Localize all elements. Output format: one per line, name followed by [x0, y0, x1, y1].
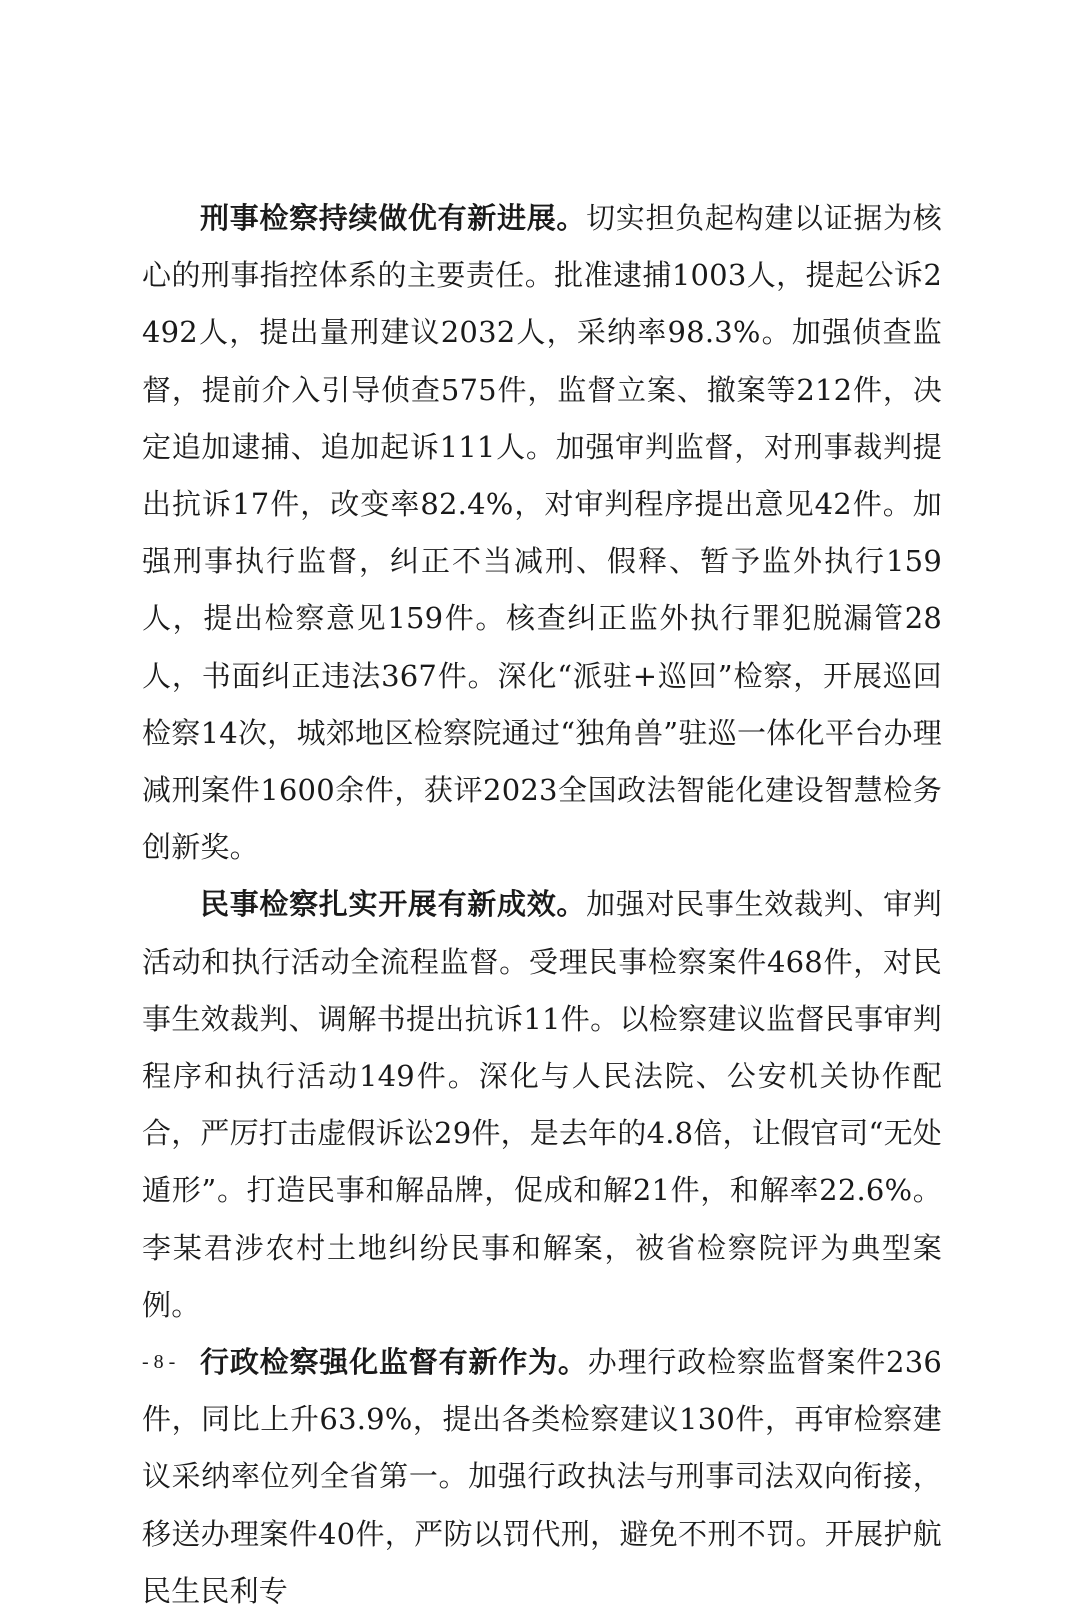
document-body	[142, 190, 942, 1620]
paragraph-civil-prosecution	[142, 876, 942, 1334]
paragraph-heading: 民事检察扎实开展有新成效。	[200, 887, 587, 922]
paragraph-text: 切实担负起构建以证据为核心的刑事指控体系的主要责任。批准逮捕1003人，提起公诉2492人，提出量刑建议2032人，采纳率98.3%。加强侦查监督，提前介入引导侦查575件，监督立案、撤案等212件，决定追加逮捕、追加起诉111人。加强审判监督，对刑事裁判提出抗诉17件，改变率82.4%，对审判程序提出意见42件。加强刑事执行监督，纠正不当减刑、假释、暂予监外执行159人，提出检察意见159件。核查纠正监外执行罪犯脱漏管28人，书面纠正违法367件。深化“派驻+巡回”检察，开展巡回检察14次，城郊地区检察院通过“独角兽”驻巡一体化平台办理减刑案件1600余件，获评2023全国政法智能化建设智慧检务创新奖。	[142, 201, 942, 865]
paragraph-heading: 刑事检察持续做优有新进展。	[200, 201, 587, 235]
page-number: - 8 -	[142, 1351, 176, 1373]
paragraph-heading: 行政检察强化监督有新作为。	[200, 1345, 588, 1380]
paragraph-text: 办理行政检察监督案件236件，同比上升63.9%，提出各类检察建议130件，再审检察建议采纳率位列全省第一。加强行政执法与刑事司法双向衔接，移送办理案件40件，严防以罚代刑，避免不刑不罚。开展护航民生民利专	[142, 1345, 942, 1608]
paragraph-administrative-prosecution	[142, 1334, 942, 1620]
paragraph-text: 加强对民事生效裁判、审判活动和执行活动全流程监督。受理民事检察案件468件，对民事生效裁判、调解书提出抗诉11件。以检察建议监督民事审判程序和执行活动149件。深化与人民法院、公安机关协作配合，严厉打击虚假诉讼29件，是去年的4.8倍，让假官司“无处遁形”。打造民事和解品牌，促成和解21件，和解率22.6%。李某君涉农村土地纠纷民事和解案，被省检察院评为典型案例。	[142, 887, 942, 1322]
paragraph-criminal-prosecution	[142, 190, 942, 876]
